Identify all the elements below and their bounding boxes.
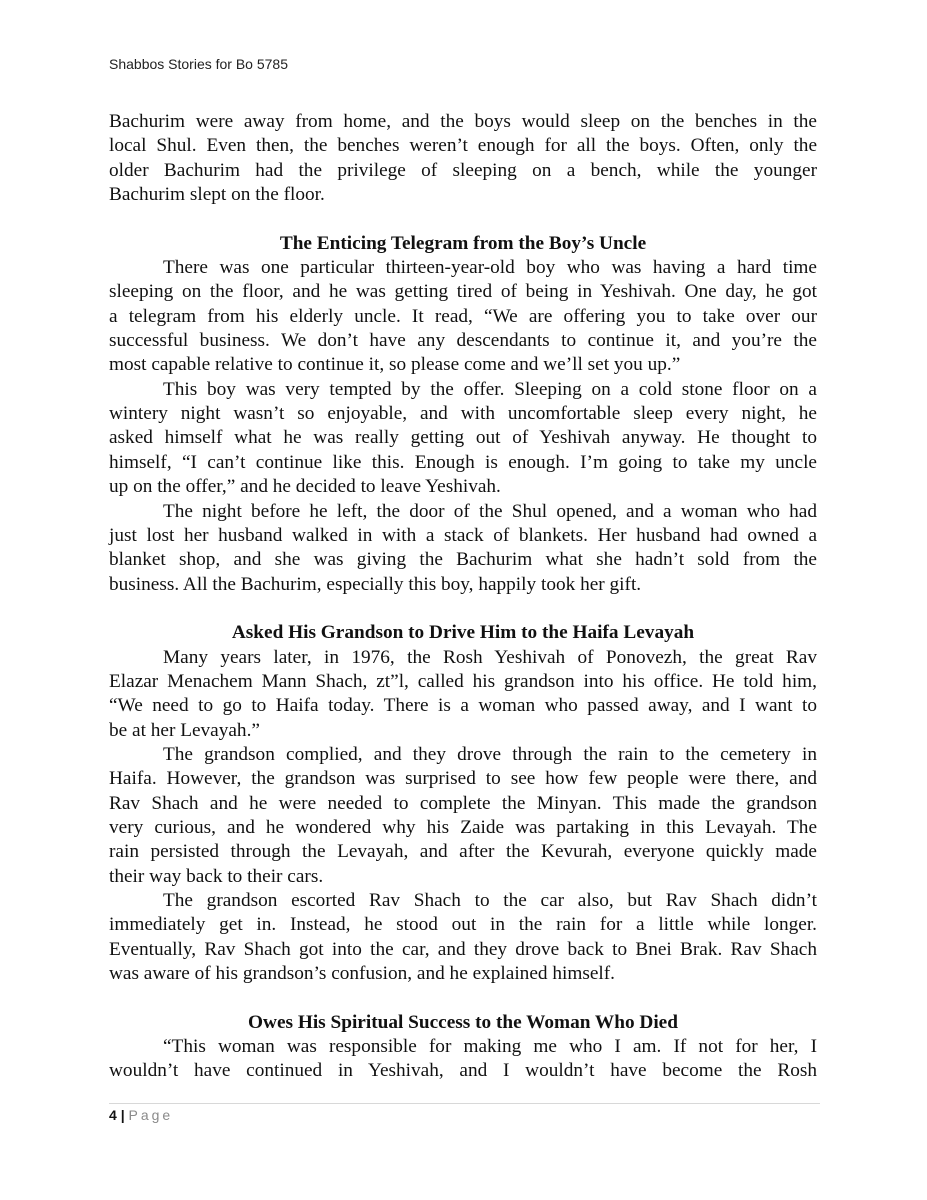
text-line: The grandson escorted Rav Shach to the car also, but Rav Shach didn’t (163, 890, 817, 911)
text-line: successful business. We don’t have any descendants to continue it, and you’re the (109, 330, 817, 352)
text-line: older Bachurim had the privilege of sleeping on a bench, while the younger (109, 159, 817, 181)
paragraph (109, 743, 817, 889)
text-line: Haifa. However, the grandson was surprised to see how few people were there, and (109, 768, 817, 790)
text-line: wouldn’t have continued in Yeshivah, and I wouldn’t have become the Rosh (109, 1060, 817, 1082)
text-line: be at her Levayah.” (109, 719, 260, 741)
paragraph (109, 110, 817, 207)
page-label: Page (128, 1107, 174, 1123)
text-line: very curious, and he wondered why his Zaide was partaking in this Levayah. The (109, 816, 817, 838)
text-line: Eventually, Rav Shach got into the car, and they drove back to Bnei Brak. Rav Shach (109, 938, 817, 960)
text-line: Elazar Menachem Mann Shach, zt”l, called his grandson into his office. He told him, (109, 670, 817, 692)
page-footer (109, 1107, 173, 1123)
paragraph (109, 1035, 817, 1084)
section-heading: Owes His Spiritual Success to the Woman Who Died (248, 1011, 678, 1033)
footer-separator: | (120, 1107, 125, 1123)
paragraph (109, 500, 817, 597)
text-line: Bachurim slept on the floor. (109, 184, 325, 206)
footer-divider (109, 1103, 820, 1104)
blank-line (109, 207, 817, 231)
running-header: Shabbos Stories for Bo 5785 (109, 56, 289, 72)
blank-line (109, 597, 817, 621)
text-line: asked himself what he was really getting out of Yeshivah anyway. He thought to (109, 427, 817, 449)
text-line: This boy was very tempted by the offer. Sleeping on a cold stone floor on a (163, 378, 817, 400)
text-line: sleeping on the floor, and he was getting tired of being in Yeshivah. One day, he got (109, 281, 817, 303)
text-line: The night before he left, the door of the Shul opened, and a woman who had (163, 500, 817, 522)
paragraph (109, 256, 817, 378)
paragraph (109, 378, 817, 500)
text-line: wintery night wasn’t so enjoyable, and with uncomfortable sleep every night, he (109, 403, 817, 425)
text-line: blanket shop, and she was giving the Bachurim what she hadn’t sold from the (109, 549, 817, 571)
text-line: a telegram from his elderly uncle. It read, “We are offering you to take over our (109, 305, 817, 327)
text-line: most capable relative to continue it, so please come and we’ll set you up.” (109, 354, 681, 376)
text-line: rain persisted through the Levayah, and after the Kevurah, everyone quickly made (109, 841, 817, 863)
text-line: just lost her husband walked in with a stack of blankets. Her husband had owned a (109, 524, 817, 546)
text-line: Bachurim were away from home, and the boys would sleep on the benches in the (109, 111, 817, 132)
text-line: immediately get in. Instead, he stood out in the rain for a little while longer. (109, 914, 817, 936)
text-line: “We need to go to Haifa today. There is a woman who passed away, and I want to (109, 695, 817, 717)
text-line: was aware of his grandson’s confusion, and he explained himself. (109, 963, 616, 985)
page-number: 4 (109, 1107, 117, 1123)
text-line: Rav Shach and he were needed to complete the Minyan. This made the grandson (109, 792, 817, 814)
paragraph (109, 889, 817, 986)
section-heading: Asked His Grandson to Drive Him to the Haifa Levayah (231, 622, 695, 644)
paragraph (109, 646, 817, 743)
text-line: local Shul. Even then, the benches weren’t enough for all the boys. Often, only the (109, 135, 817, 157)
blank-line (109, 986, 817, 1010)
text-line: up on the offer,” and he decided to leave Yeshivah. (109, 476, 501, 498)
text-line: The grandson complied, and they drove through the rain to the cemetery in (163, 743, 817, 765)
text-line: business. All the Bachurim, especially this boy, happily took her gift. (109, 573, 642, 595)
text-line: their way back to their cars. (109, 865, 324, 887)
document-body (109, 110, 817, 1084)
text-line: Many years later, in 1976, the Rosh Yeshivah of Ponovezh, the great Rav (163, 646, 817, 668)
section-heading: The Enticing Telegram from the Boy’s Uncle (279, 232, 647, 254)
text-line: “This woman was responsible for making me who I am. If not for her, I (163, 1036, 817, 1058)
text-line: There was one particular thirteen-year-old boy who was having a hard time (163, 257, 817, 279)
text-line: himself, “I can’t continue like this. Enough is enough. I’m going to take my uncle (109, 451, 817, 473)
